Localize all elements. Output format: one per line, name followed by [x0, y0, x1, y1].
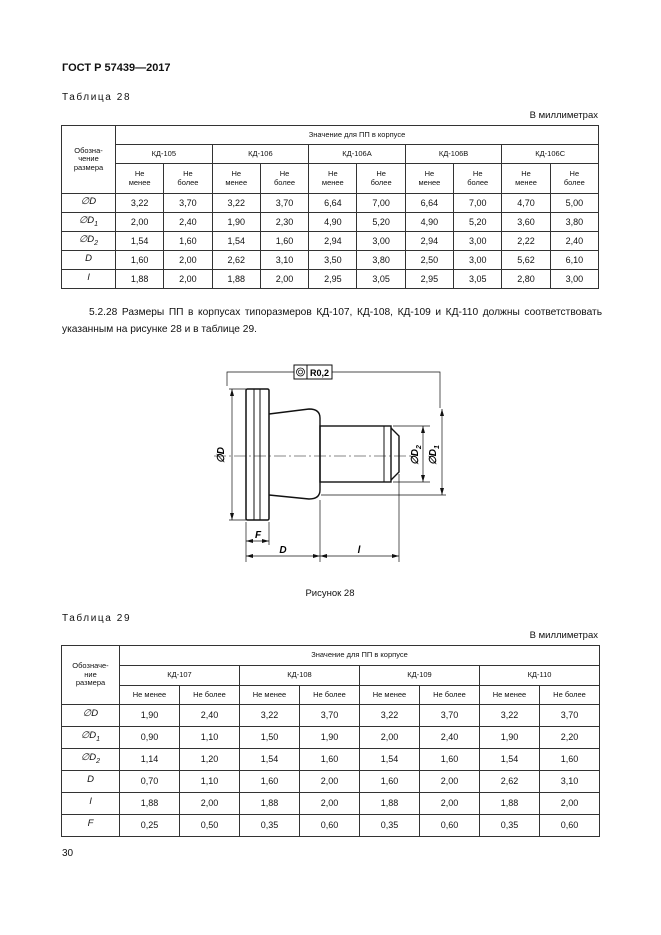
table-29	[61, 645, 600, 837]
value-cell: 0,50	[180, 815, 240, 837]
value-cell: 3,50	[309, 251, 357, 270]
dim-d2-label: $\emptyset D_2$	[410, 445, 423, 465]
value-cell: 4,70	[502, 194, 550, 213]
value-cell: 7,00	[454, 194, 502, 213]
max-header: Не более	[180, 686, 240, 705]
value-cell: 0,60	[540, 815, 600, 837]
min-header: Не менее	[502, 164, 550, 194]
value-cell: 3,70	[540, 705, 600, 727]
table-row	[62, 232, 599, 251]
table-28	[61, 125, 599, 289]
value-cell: 6,10	[550, 251, 598, 270]
value-cell: 1,88	[480, 793, 540, 815]
value-cell: 3,70	[420, 705, 480, 727]
value-cell: 2,00	[540, 793, 600, 815]
value-cell: 3,05	[454, 270, 502, 289]
value-cell: 1,60	[164, 232, 212, 251]
value-cell: 2,00	[300, 771, 360, 793]
package-header: КД-106	[212, 145, 309, 164]
tolerance-label: R0,2	[310, 368, 330, 378]
value-cell: 1,60	[540, 749, 600, 771]
value-cell: 2,00	[360, 727, 420, 749]
value-cell: 0,25	[120, 815, 180, 837]
package-header: КД-105	[116, 145, 213, 164]
value-cell: 5,20	[357, 213, 405, 232]
value-cell: 6,64	[405, 194, 453, 213]
table-28-caption: Таблица 28	[62, 92, 132, 103]
dim-d-label: ∅D	[216, 447, 227, 463]
value-cell: 0,60	[300, 815, 360, 837]
value-cell: 2,50	[405, 251, 453, 270]
dimension-symbol: $\emptyset D_2$	[62, 232, 116, 251]
value-cell: 2,40	[550, 232, 598, 251]
value-cell: 1,90	[120, 705, 180, 727]
package-header: КД-106В	[405, 145, 502, 164]
value-cell: 3,00	[357, 232, 405, 251]
dimension-symbol: D	[62, 771, 120, 793]
dimension-symbol: ∅D	[62, 194, 116, 213]
value-cell: 4,90	[405, 213, 453, 232]
min-header: Не менее	[212, 164, 260, 194]
package-header: КД-106С	[502, 145, 599, 164]
value-cell: 2,22	[502, 232, 550, 251]
value-cell: 1,90	[212, 213, 260, 232]
value-cell: 3,00	[454, 251, 502, 270]
dim-d1-label: $\emptyset D_1$	[428, 445, 441, 465]
table-row	[62, 251, 599, 270]
value-cell: 4,90	[309, 213, 357, 232]
dim-dlen-label: D	[279, 545, 287, 556]
dimension-symbol: F	[62, 815, 120, 837]
value-cell: 2,62	[212, 251, 260, 270]
value-cell: 3,60	[502, 213, 550, 232]
dimension-symbol: l	[62, 793, 120, 815]
table-row	[62, 793, 600, 815]
table-row	[62, 194, 599, 213]
value-cell: 1,10	[180, 771, 240, 793]
value-cell: 2,40	[420, 727, 480, 749]
value-cell: 3,10	[540, 771, 600, 793]
package-header: КД-107	[120, 666, 240, 686]
max-header: Не более	[300, 686, 360, 705]
max-header: Не более	[260, 164, 308, 194]
dimension-symbol: $\emptyset D_2$	[62, 749, 120, 771]
value-cell: 3,22	[240, 705, 300, 727]
value-cell: 2,95	[309, 270, 357, 289]
value-cell: 1,20	[180, 749, 240, 771]
value-cell: 1,60	[240, 771, 300, 793]
max-header: Не более	[164, 164, 212, 194]
min-header: Не менее	[240, 686, 300, 705]
value-cell: 3,70	[300, 705, 360, 727]
value-cell: 3,70	[164, 194, 212, 213]
value-cell: 2,94	[405, 232, 453, 251]
min-header: Не менее	[120, 686, 180, 705]
value-cell: 3,70	[260, 194, 308, 213]
group-header: Значение для ПП в корпусе	[116, 126, 599, 145]
table-row	[62, 771, 600, 793]
value-cell: 3,22	[116, 194, 164, 213]
value-cell: 1,60	[260, 232, 308, 251]
value-cell: 2,00	[180, 793, 240, 815]
package-header: КД-106А	[309, 145, 406, 164]
value-cell: 2,94	[309, 232, 357, 251]
value-cell: 0,60	[420, 815, 480, 837]
value-cell: 1,88	[212, 270, 260, 289]
package-header: КД-108	[240, 666, 360, 686]
dim-f-label: F	[254, 530, 262, 541]
value-cell: 0,90	[120, 727, 180, 749]
min-header: Не менее	[116, 164, 164, 194]
value-cell: 3,05	[357, 270, 405, 289]
value-cell: 1,88	[240, 793, 300, 815]
value-cell: 2,30	[260, 213, 308, 232]
value-cell: 2,00	[420, 793, 480, 815]
table-28-units: В миллиметрах	[529, 110, 598, 121]
max-header: Не более	[540, 686, 600, 705]
max-header: Не более	[550, 164, 598, 194]
value-cell: 1,88	[360, 793, 420, 815]
value-cell: 3,00	[550, 270, 598, 289]
value-cell: 5,62	[502, 251, 550, 270]
max-header: Не более	[357, 164, 405, 194]
table-row	[62, 749, 600, 771]
value-cell: 3,80	[357, 251, 405, 270]
value-cell: 1,88	[116, 270, 164, 289]
value-cell: 1,90	[480, 727, 540, 749]
value-cell: 0,35	[480, 815, 540, 837]
package-header: КД-109	[360, 666, 480, 686]
value-cell: 0,35	[240, 815, 300, 837]
dimension-symbol: $\emptyset D_1$	[62, 727, 120, 749]
value-cell: 2,20	[540, 727, 600, 749]
value-cell: 2,40	[164, 213, 212, 232]
value-cell: 1,50	[240, 727, 300, 749]
value-cell: 3,22	[480, 705, 540, 727]
value-cell: 1,60	[116, 251, 164, 270]
value-cell: 2,00	[116, 213, 164, 232]
value-cell: 1,54	[240, 749, 300, 771]
value-cell: 1,54	[480, 749, 540, 771]
value-cell: 1,10	[180, 727, 240, 749]
min-header: Не менее	[405, 164, 453, 194]
dimension-symbol: D	[62, 251, 116, 270]
value-cell: 1,88	[120, 793, 180, 815]
table-row	[62, 727, 600, 749]
dimension-symbol: l	[62, 270, 116, 289]
value-cell: 6,64	[309, 194, 357, 213]
value-cell: 2,00	[164, 270, 212, 289]
max-header: Не более	[454, 164, 502, 194]
min-header: Не менее	[480, 686, 540, 705]
value-cell: 2,95	[405, 270, 453, 289]
table-29-caption: Таблица 29	[62, 613, 132, 624]
value-cell: 3,00	[454, 232, 502, 251]
dimension-symbol: $\emptyset D_1$	[62, 213, 116, 232]
value-cell: 0,70	[120, 771, 180, 793]
row-header-cell: Обозна- чение размера	[62, 126, 116, 194]
value-cell: 2,00	[164, 251, 212, 270]
value-cell: 7,00	[357, 194, 405, 213]
row-header-cell: Обозначе- ние размера	[62, 646, 120, 705]
value-cell: 1,14	[120, 749, 180, 771]
value-cell: 3,80	[550, 213, 598, 232]
table-row	[62, 270, 599, 289]
value-cell: 3,10	[260, 251, 308, 270]
value-cell: 1,54	[212, 232, 260, 251]
package-header: КД-110	[480, 666, 600, 686]
value-cell: 2,00	[260, 270, 308, 289]
figure-28-caption: Рисунок 28	[305, 588, 355, 599]
value-cell: 2,80	[502, 270, 550, 289]
value-cell: 0,35	[360, 815, 420, 837]
value-cell: 2,40	[180, 705, 240, 727]
dim-l-label: l	[357, 545, 361, 556]
table-row	[62, 213, 599, 232]
value-cell: 5,20	[454, 213, 502, 232]
value-cell: 2,00	[420, 771, 480, 793]
value-cell: 1,60	[300, 749, 360, 771]
value-cell: 3,22	[212, 194, 260, 213]
max-header: Не более	[420, 686, 480, 705]
min-header: Не менее	[309, 164, 357, 194]
min-header: Не менее	[360, 686, 420, 705]
paragraph-5-2-28: 5.2.28 Размеры ПП в корпусах типоразмеров КД-107, КД-108, КД-109 и КД-110 должны соответствовать указанным на рисунке 28 и в таблице 29.	[62, 307, 602, 335]
value-cell: 1,54	[360, 749, 420, 771]
value-cell: 1,60	[420, 749, 480, 771]
table-row	[62, 815, 600, 837]
value-cell: 2,00	[300, 793, 360, 815]
value-cell: 1,60	[360, 771, 420, 793]
value-cell: 1,90	[300, 727, 360, 749]
value-cell: 2,62	[480, 771, 540, 793]
dimension-symbol: ∅D	[62, 705, 120, 727]
value-cell: 1,54	[116, 232, 164, 251]
document-header: ГОСТ Р 57439—2017	[62, 62, 171, 74]
value-cell: 5,00	[550, 194, 598, 213]
table-29-units: В миллиметрах	[529, 630, 598, 641]
page-number: 30	[62, 848, 74, 859]
table-row	[62, 705, 600, 727]
group-header: Значение для ПП в корпусе	[120, 646, 600, 666]
value-cell: 3,22	[360, 705, 420, 727]
figure-28-drawing	[205, 358, 455, 570]
